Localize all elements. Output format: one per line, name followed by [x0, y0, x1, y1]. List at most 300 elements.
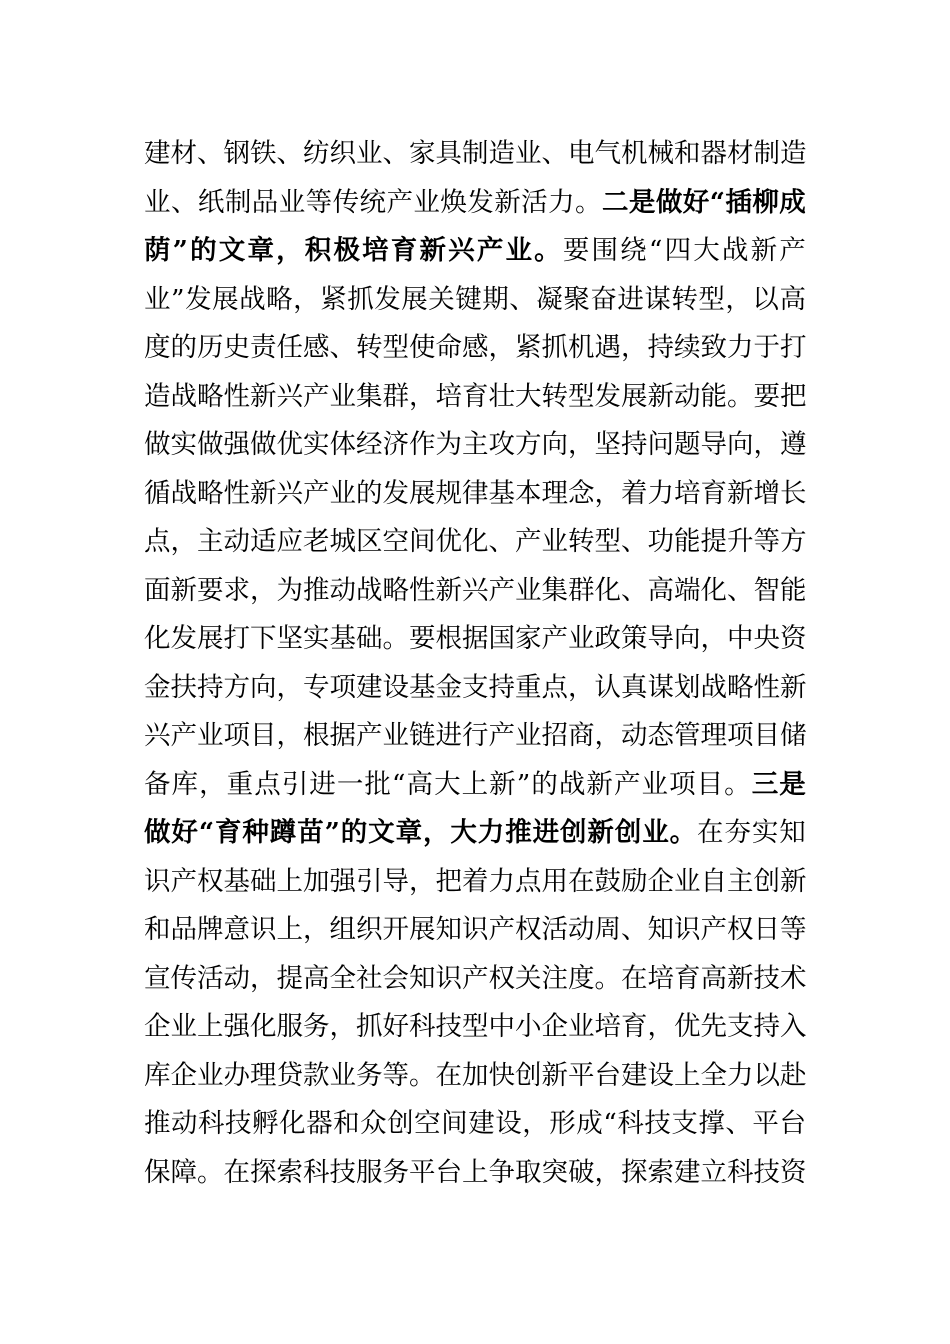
glyph: 产 — [170, 720, 197, 751]
glyph: “ — [648, 235, 663, 266]
glyph: 兴 — [276, 380, 303, 412]
glyph: 创 — [614, 817, 642, 848]
glyph: 气 — [594, 138, 621, 169]
glyph: 理 — [700, 720, 727, 751]
glyph: 要 — [562, 235, 590, 266]
glyph: 知 — [779, 817, 806, 848]
glyph: 能 — [700, 380, 727, 412]
glyph: 真 — [621, 671, 648, 703]
glyph: 进 — [617, 283, 644, 315]
glyph: 先 — [700, 1011, 727, 1042]
glyph: 新 — [780, 671, 807, 703]
glyph: 小 — [515, 1011, 542, 1042]
glyph: 使 — [409, 332, 436, 363]
glyph: 识 — [144, 865, 171, 897]
glyph: 绕 — [620, 235, 647, 266]
glyph: 社 — [356, 962, 383, 994]
glyph: 作 — [409, 429, 436, 460]
glyph: 、 — [488, 526, 515, 557]
glyph: 产 — [303, 477, 330, 509]
glyph: 制 — [224, 186, 252, 218]
glyph: 进 — [309, 768, 336, 800]
glyph: 知 — [435, 914, 462, 945]
glyph: 业 — [382, 720, 409, 751]
glyph: 转 — [356, 332, 383, 363]
glyph: 务 — [382, 1156, 409, 1188]
glyph: 上 — [197, 1011, 224, 1042]
glyph: 兴 — [144, 720, 171, 751]
glyph: 等 — [382, 1059, 409, 1091]
glyph: 优 — [674, 1011, 701, 1042]
glyph: 产 — [515, 526, 542, 557]
glyph: 用 — [541, 865, 568, 897]
glyph: 培 — [362, 235, 389, 266]
glyph: 谋 — [647, 671, 674, 703]
glyph: ， — [753, 429, 780, 460]
glyph: 业 — [515, 138, 542, 169]
glyph: 力 — [727, 332, 754, 363]
glyph: 实 — [751, 817, 779, 848]
glyph: 等 — [305, 186, 333, 218]
glyph: 储 — [780, 720, 807, 751]
glyph: 发 — [594, 380, 621, 412]
glyph: 主 — [197, 526, 224, 557]
glyph: 展 — [401, 283, 428, 315]
glyph: 、 — [725, 1108, 752, 1139]
glyph: 权 — [727, 914, 754, 945]
glyph: 展 — [409, 914, 436, 945]
glyph: 抓 — [541, 332, 568, 363]
glyph: ， — [594, 720, 621, 751]
glyph: 的 — [531, 768, 558, 800]
glyph: 形 — [549, 1108, 576, 1139]
glyph: 活 — [521, 186, 548, 218]
glyph: 项 — [223, 720, 250, 751]
glyph: 端 — [674, 574, 701, 606]
glyph: 库 — [144, 1059, 171, 1091]
glyph: 、 — [170, 186, 198, 218]
glyph: 引 — [281, 768, 309, 800]
glyph: 育 — [214, 817, 242, 848]
glyph: 组 — [329, 914, 356, 945]
glyph: 支 — [671, 1108, 698, 1139]
glyph: 问 — [647, 429, 674, 460]
glyph: 动 — [621, 720, 648, 751]
glyph: 高 — [779, 283, 806, 315]
glyph: 意 — [223, 914, 250, 945]
glyph: 做 — [655, 186, 683, 218]
glyph: 专 — [303, 671, 330, 703]
glyph: 服 — [276, 1011, 303, 1042]
glyph: 制 — [753, 138, 780, 169]
glyph: 间 — [441, 1108, 468, 1139]
glyph: 器 — [700, 138, 727, 169]
glyph: ， — [199, 768, 226, 800]
glyph: 机 — [568, 332, 595, 363]
glyph: 业 — [170, 1011, 197, 1042]
glyph: 。 — [669, 817, 697, 848]
glyph: 识 — [674, 914, 701, 945]
glyph: 动 — [329, 574, 356, 606]
glyph: 认 — [594, 671, 621, 703]
glyph: 家 — [409, 138, 436, 169]
glyph: 保 — [144, 1156, 171, 1188]
glyph: 基 — [409, 671, 436, 703]
glyph: 大 — [450, 817, 477, 848]
glyph: 根 — [303, 720, 330, 751]
glyph: 展 — [409, 477, 436, 509]
glyph: 在 — [223, 1156, 250, 1188]
glyph: ， — [700, 623, 727, 654]
glyph: 遵 — [780, 429, 807, 460]
glyph: 业 — [674, 865, 701, 897]
glyph: 间 — [409, 526, 436, 557]
glyph: 款 — [303, 1059, 330, 1091]
text-line — [144, 518, 806, 567]
glyph: 链 — [409, 720, 436, 751]
glyph: 培 — [647, 962, 674, 994]
glyph: 创 — [753, 865, 780, 897]
glyph: ， — [303, 914, 330, 945]
glyph: 发 — [374, 283, 401, 315]
glyph: 业 — [541, 526, 568, 557]
glyph: 做 — [197, 429, 224, 460]
glyph: 科 — [303, 1156, 330, 1188]
glyph: 科 — [198, 1108, 225, 1139]
glyph: 造 — [780, 138, 807, 169]
glyph: 业 — [515, 574, 542, 606]
glyph: 招 — [541, 720, 568, 751]
glyph: 探 — [250, 1156, 277, 1188]
glyph: 推 — [303, 574, 330, 606]
glyph: 业 — [144, 283, 171, 315]
glyph: 文 — [218, 235, 246, 266]
glyph: 提 — [700, 526, 727, 557]
glyph: 机 — [621, 138, 648, 169]
glyph: 加 — [462, 1059, 489, 1091]
glyph: 坚 — [276, 623, 303, 654]
text-line — [144, 421, 806, 470]
glyph: 索 — [276, 1156, 303, 1188]
glyph: 突 — [541, 1156, 568, 1188]
glyph: 向 — [674, 623, 701, 654]
glyph: 着 — [621, 477, 648, 509]
glyph: ， — [276, 235, 303, 266]
glyph: 建 — [621, 1059, 648, 1091]
glyph: 等 — [780, 914, 807, 945]
glyph: 规 — [435, 477, 462, 509]
glyph: 建 — [674, 1156, 701, 1188]
glyph: 化 — [462, 526, 489, 557]
glyph: 围 — [591, 235, 618, 266]
glyph: 老 — [303, 526, 330, 557]
glyph: 展 — [621, 380, 648, 412]
text-line — [144, 1149, 806, 1198]
glyph: 企 — [647, 865, 674, 897]
glyph: 升 — [727, 526, 754, 557]
glyph: 产 — [386, 186, 413, 218]
glyph: 进 — [435, 720, 462, 751]
glyph: 划 — [674, 671, 701, 703]
glyph: 空 — [414, 1108, 441, 1139]
glyph: 谋 — [644, 283, 671, 315]
text-line — [144, 712, 806, 761]
glyph: 牌 — [197, 914, 224, 945]
glyph: 创 — [515, 1059, 542, 1091]
glyph: 科 — [727, 1156, 754, 1188]
glyph: 育 — [462, 380, 489, 412]
glyph: 入 — [780, 1011, 807, 1042]
glyph: 把 — [780, 380, 807, 412]
glyph: 向 — [250, 671, 277, 703]
glyph: 蹲 — [269, 817, 297, 848]
glyph: 材 — [727, 138, 754, 169]
glyph: 索 — [647, 1156, 674, 1188]
glyph: 主 — [462, 429, 489, 460]
glyph: 展 — [212, 283, 239, 315]
glyph: 新 — [250, 380, 277, 412]
glyph: 壮 — [488, 380, 515, 412]
glyph: 紧 — [320, 283, 347, 315]
glyph: 技 — [225, 1108, 252, 1139]
glyph: ” — [516, 768, 531, 800]
glyph: 产 — [476, 235, 504, 266]
glyph: 电 — [568, 138, 595, 169]
text-line — [144, 1100, 806, 1149]
glyph: 识 — [462, 914, 489, 945]
glyph: 长 — [780, 477, 807, 509]
glyph: 化 — [279, 1108, 306, 1139]
glyph: 实 — [303, 429, 330, 460]
glyph: 基 — [329, 623, 356, 654]
glyph: 织 — [356, 914, 383, 945]
text-line — [144, 130, 806, 179]
glyph: 管 — [674, 720, 701, 751]
glyph: 发 — [467, 186, 494, 218]
glyph: 、 — [329, 332, 356, 363]
glyph: 化 — [700, 574, 727, 606]
glyph: 纸 — [197, 186, 225, 218]
glyph: 注 — [541, 962, 568, 994]
glyph: 在 — [697, 817, 724, 848]
glyph: 业 — [329, 380, 356, 412]
glyph: 战 — [721, 235, 749, 266]
glyph: 平 — [568, 1059, 595, 1091]
glyph: 和 — [333, 1108, 360, 1139]
glyph: 略 — [727, 671, 754, 703]
glyph: 能 — [674, 526, 701, 557]
glyph: 识 — [250, 914, 277, 945]
glyph: 史 — [223, 332, 250, 363]
glyph: 化 — [250, 1011, 277, 1042]
glyph: 极 — [333, 235, 360, 266]
glyph: 纺 — [303, 138, 330, 169]
glyph: 技 — [644, 1108, 671, 1139]
glyph: 把 — [435, 865, 462, 897]
glyph: “ — [709, 186, 725, 218]
glyph: 上 — [462, 1156, 489, 1188]
glyph: ， — [522, 1108, 549, 1139]
glyph: 、 — [621, 574, 648, 606]
glyph: 章 — [247, 235, 274, 266]
glyph: 的 — [170, 332, 197, 363]
glyph: ， — [621, 332, 648, 363]
glyph: 争 — [488, 1156, 515, 1188]
glyph: 集 — [541, 574, 568, 606]
glyph: 理 — [250, 1059, 277, 1091]
glyph: 重 — [226, 768, 254, 800]
glyph: 根 — [435, 623, 462, 654]
glyph: 力 — [727, 1059, 754, 1091]
glyph: 设 — [382, 671, 409, 703]
glyph: 科 — [409, 1011, 436, 1042]
glyph: 业 — [278, 186, 306, 218]
glyph: 好 — [382, 1011, 409, 1042]
glyph: 识 — [435, 962, 462, 994]
glyph: 为 — [435, 429, 462, 460]
text-line — [144, 1052, 806, 1101]
glyph: 业 — [642, 817, 669, 848]
glyph: 点 — [541, 671, 568, 703]
glyph: 织 — [329, 138, 356, 169]
glyph: 动 — [674, 380, 701, 412]
glyph: 立 — [700, 1156, 727, 1188]
glyph: 律 — [462, 477, 489, 509]
glyph: 发 — [185, 283, 212, 315]
glyph: 略 — [382, 574, 409, 606]
glyph: 、 — [276, 138, 303, 169]
glyph: 要 — [197, 574, 224, 606]
glyph: 据 — [462, 623, 489, 654]
glyph: 一 — [336, 768, 364, 800]
glyph: ， — [409, 865, 436, 897]
glyph: 群 — [568, 574, 595, 606]
glyph: 新 — [494, 186, 521, 218]
glyph: 企 — [541, 1011, 568, 1042]
glyph: 众 — [360, 1108, 387, 1139]
glyph: 抓 — [356, 1011, 383, 1042]
glyph: 的 — [190, 235, 217, 266]
glyph: ， — [409, 380, 436, 412]
glyph: 打 — [780, 332, 807, 363]
glyph: 具 — [435, 138, 462, 169]
glyph: 产 — [303, 380, 330, 412]
glyph: 在 — [435, 1059, 462, 1091]
glyph: 破 — [568, 1156, 595, 1188]
glyph: 活 — [197, 962, 224, 994]
glyph: 大 — [693, 235, 720, 266]
glyph: 聚 — [563, 283, 590, 315]
glyph: 略 — [197, 380, 224, 412]
glyph: 金 — [435, 671, 462, 703]
glyph: 品 — [170, 914, 197, 945]
glyph: 、 — [197, 138, 224, 169]
glyph: 实 — [170, 429, 197, 460]
text-line — [144, 664, 806, 713]
glyph: 业 — [568, 1011, 595, 1042]
glyph: 键 — [455, 283, 482, 315]
glyph: 项 — [727, 720, 754, 751]
glyph: 奋 — [590, 283, 617, 315]
glyph: 要 — [753, 380, 780, 412]
glyph: 上 — [276, 865, 303, 897]
body-text — [144, 130, 806, 1197]
glyph: 中 — [727, 623, 754, 654]
glyph: 励 — [621, 865, 648, 897]
glyph: 本 — [515, 477, 542, 509]
glyph: 方 — [780, 526, 807, 557]
glyph: 持 — [488, 671, 515, 703]
glyph: 备 — [144, 768, 171, 800]
text-line — [144, 276, 806, 325]
glyph: 做 — [144, 817, 171, 848]
glyph: 化 — [594, 574, 621, 606]
glyph: 性 — [409, 574, 436, 606]
glyph: 优 — [276, 429, 303, 460]
glyph: 知 — [409, 962, 436, 994]
glyph: 战 — [558, 768, 586, 800]
glyph: 取 — [515, 1156, 542, 1188]
glyph: 支 — [462, 671, 489, 703]
glyph: “ — [198, 817, 215, 848]
glyph: “ — [391, 768, 406, 800]
glyph: 技 — [329, 1156, 356, 1188]
glyph: 动 — [171, 1108, 198, 1139]
glyph: 集 — [356, 380, 383, 412]
glyph: 打 — [223, 623, 250, 654]
glyph: 功 — [647, 526, 674, 557]
glyph: 向 — [727, 429, 754, 460]
glyph: 紧 — [515, 332, 542, 363]
glyph: 持 — [197, 671, 224, 703]
glyph: 新 — [541, 1059, 568, 1091]
glyph: 高 — [303, 962, 330, 994]
glyph: 持 — [647, 332, 674, 363]
glyph: ， — [568, 671, 595, 703]
glyph: 创 — [560, 817, 587, 848]
glyph: 点 — [144, 526, 171, 557]
glyph: 培 — [674, 477, 701, 509]
glyph: 略 — [266, 283, 293, 315]
glyph: 探 — [621, 1156, 648, 1188]
glyph: 柳 — [752, 186, 779, 218]
glyph: 新 — [780, 865, 807, 897]
glyph: 重 — [515, 671, 542, 703]
text-line — [144, 809, 806, 858]
glyph: 性 — [223, 380, 250, 412]
glyph: 项 — [669, 768, 696, 800]
glyph: 续 — [674, 332, 701, 363]
glyph: ， — [250, 574, 277, 606]
glyph: 批 — [364, 768, 391, 800]
glyph: ” — [172, 235, 188, 266]
glyph: 台 — [779, 1108, 806, 1139]
glyph: 于 — [753, 332, 780, 363]
glyph: 自 — [700, 865, 727, 897]
glyph: 感 — [303, 332, 330, 363]
glyph: 循 — [144, 477, 171, 509]
glyph: 持 — [621, 429, 648, 460]
glyph: 战 — [170, 380, 197, 412]
glyph: 动 — [568, 914, 595, 945]
glyph: 业 — [197, 720, 224, 751]
glyph: 做 — [144, 429, 171, 460]
glyph: 业 — [329, 477, 356, 509]
glyph: 区 — [356, 526, 383, 557]
glyph: 建 — [356, 671, 383, 703]
glyph: 力 — [477, 817, 505, 848]
glyph: 产 — [700, 914, 727, 945]
